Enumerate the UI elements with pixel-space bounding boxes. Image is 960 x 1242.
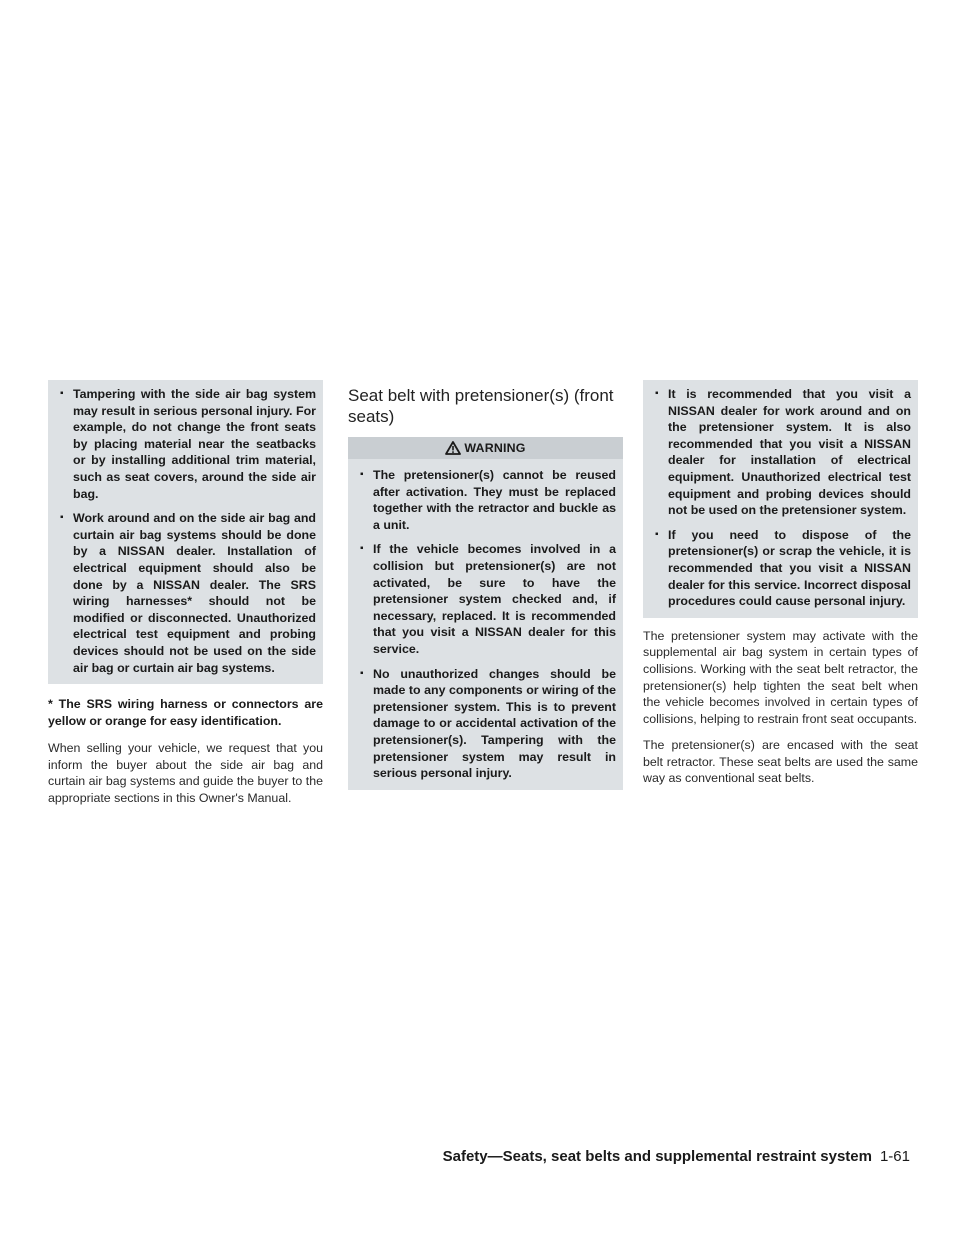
body-paragraph: The pretensioner system may activate with the supplemental air bag system in certain types of collisions. Working with the seat belt retractor, the pretensioner(s) help tighten the seat belt when the vehicle becomes involved in certain types of collisions, helping to restrain front seat occupants.	[643, 628, 918, 726]
section-title: Seat belt with pretensioner(s) (front seats)	[348, 386, 614, 426]
warning-item: ▪ Tampering with the side air bag system may result in serious personal injury. For example, do not change the front seats by placing material near the seatbacks or by installing additional trim material, such as seat covers, around the side air bag.	[55, 386, 316, 502]
warning-item: ▪ The pretensioner(s) cannot be reused after activation. They must be replaced together with the retractor and buckle as a unit.	[355, 467, 616, 533]
left-column	[48, 380, 323, 806]
footer-section-title: Safety—Seats, seat belts and supplemental restraint system	[442, 1148, 872, 1165]
page-number: 1-61	[879, 1148, 910, 1165]
middle-warning-box	[348, 459, 623, 790]
page-footer	[420, 1148, 910, 1165]
footnote: * The SRS wiring harness or connectors are yellow or orange for easy identification.	[48, 697, 323, 729]
warning-item: ▪ Work around and on the side air bag and curtain air bag systems should be done by a NISSAN dealer. Installation of electrical equipment should also be done by a NISSAN dealer. The SRS wiring harnesses* should not be modified or disconnected. Unauthorized electrical test equipment and probing devices should not be used on the side air bag or curtain air bag systems.	[55, 510, 316, 676]
warning-item: ▪ If you need to dispose of the pretensioner(s) or scrap the vehicle, it is recommended that you visit a NISSAN dealer for this service. Incorrect disposal procedures could cause personal injury.	[650, 527, 911, 610]
warning-item: ▪ If the vehicle becomes involved in a collision but pretensioner(s) are not activated, be sure to have the pretensioner system checked and, if necessary, replaced. It is recommended that you visit a NISSAN dealer for this service.	[355, 541, 616, 657]
warning-triangle-icon	[445, 441, 461, 455]
body-paragraph: When selling your vehicle, we request that you inform the buyer about the side air bag and curtain air bag systems and guide the buyer to the appropriate sections in this Owner's Manual.	[48, 741, 323, 805]
warning-item: ▪ No unauthorized changes should be made to any components or wiring of the pretensioner system. This is to prevent damage to or accidental activation of the pretensioner(s). Tampering with the pretensioner system may result in serious personal injury.	[355, 666, 616, 782]
warning-header	[348, 437, 623, 459]
left-warning-box	[48, 380, 323, 684]
right-column	[643, 380, 918, 787]
middle-column	[348, 385, 623, 790]
warning-label: WARNING	[464, 441, 526, 455]
right-warning-box	[643, 380, 918, 618]
warning-item: ▪ It is recommended that you visit a NISSAN dealer for work around and on the pretensioner system. It is also recommended that you visit a NISSAN dealer for installation of electrical equipment. Unauthorized electrical test equipment and probing devices should not be used on the pretensioner system.	[650, 386, 911, 519]
body-paragraph: The pretensioner(s) are encased with the seat belt retractor. These seat belts are used the same way as conventional seat belts.	[643, 738, 918, 786]
